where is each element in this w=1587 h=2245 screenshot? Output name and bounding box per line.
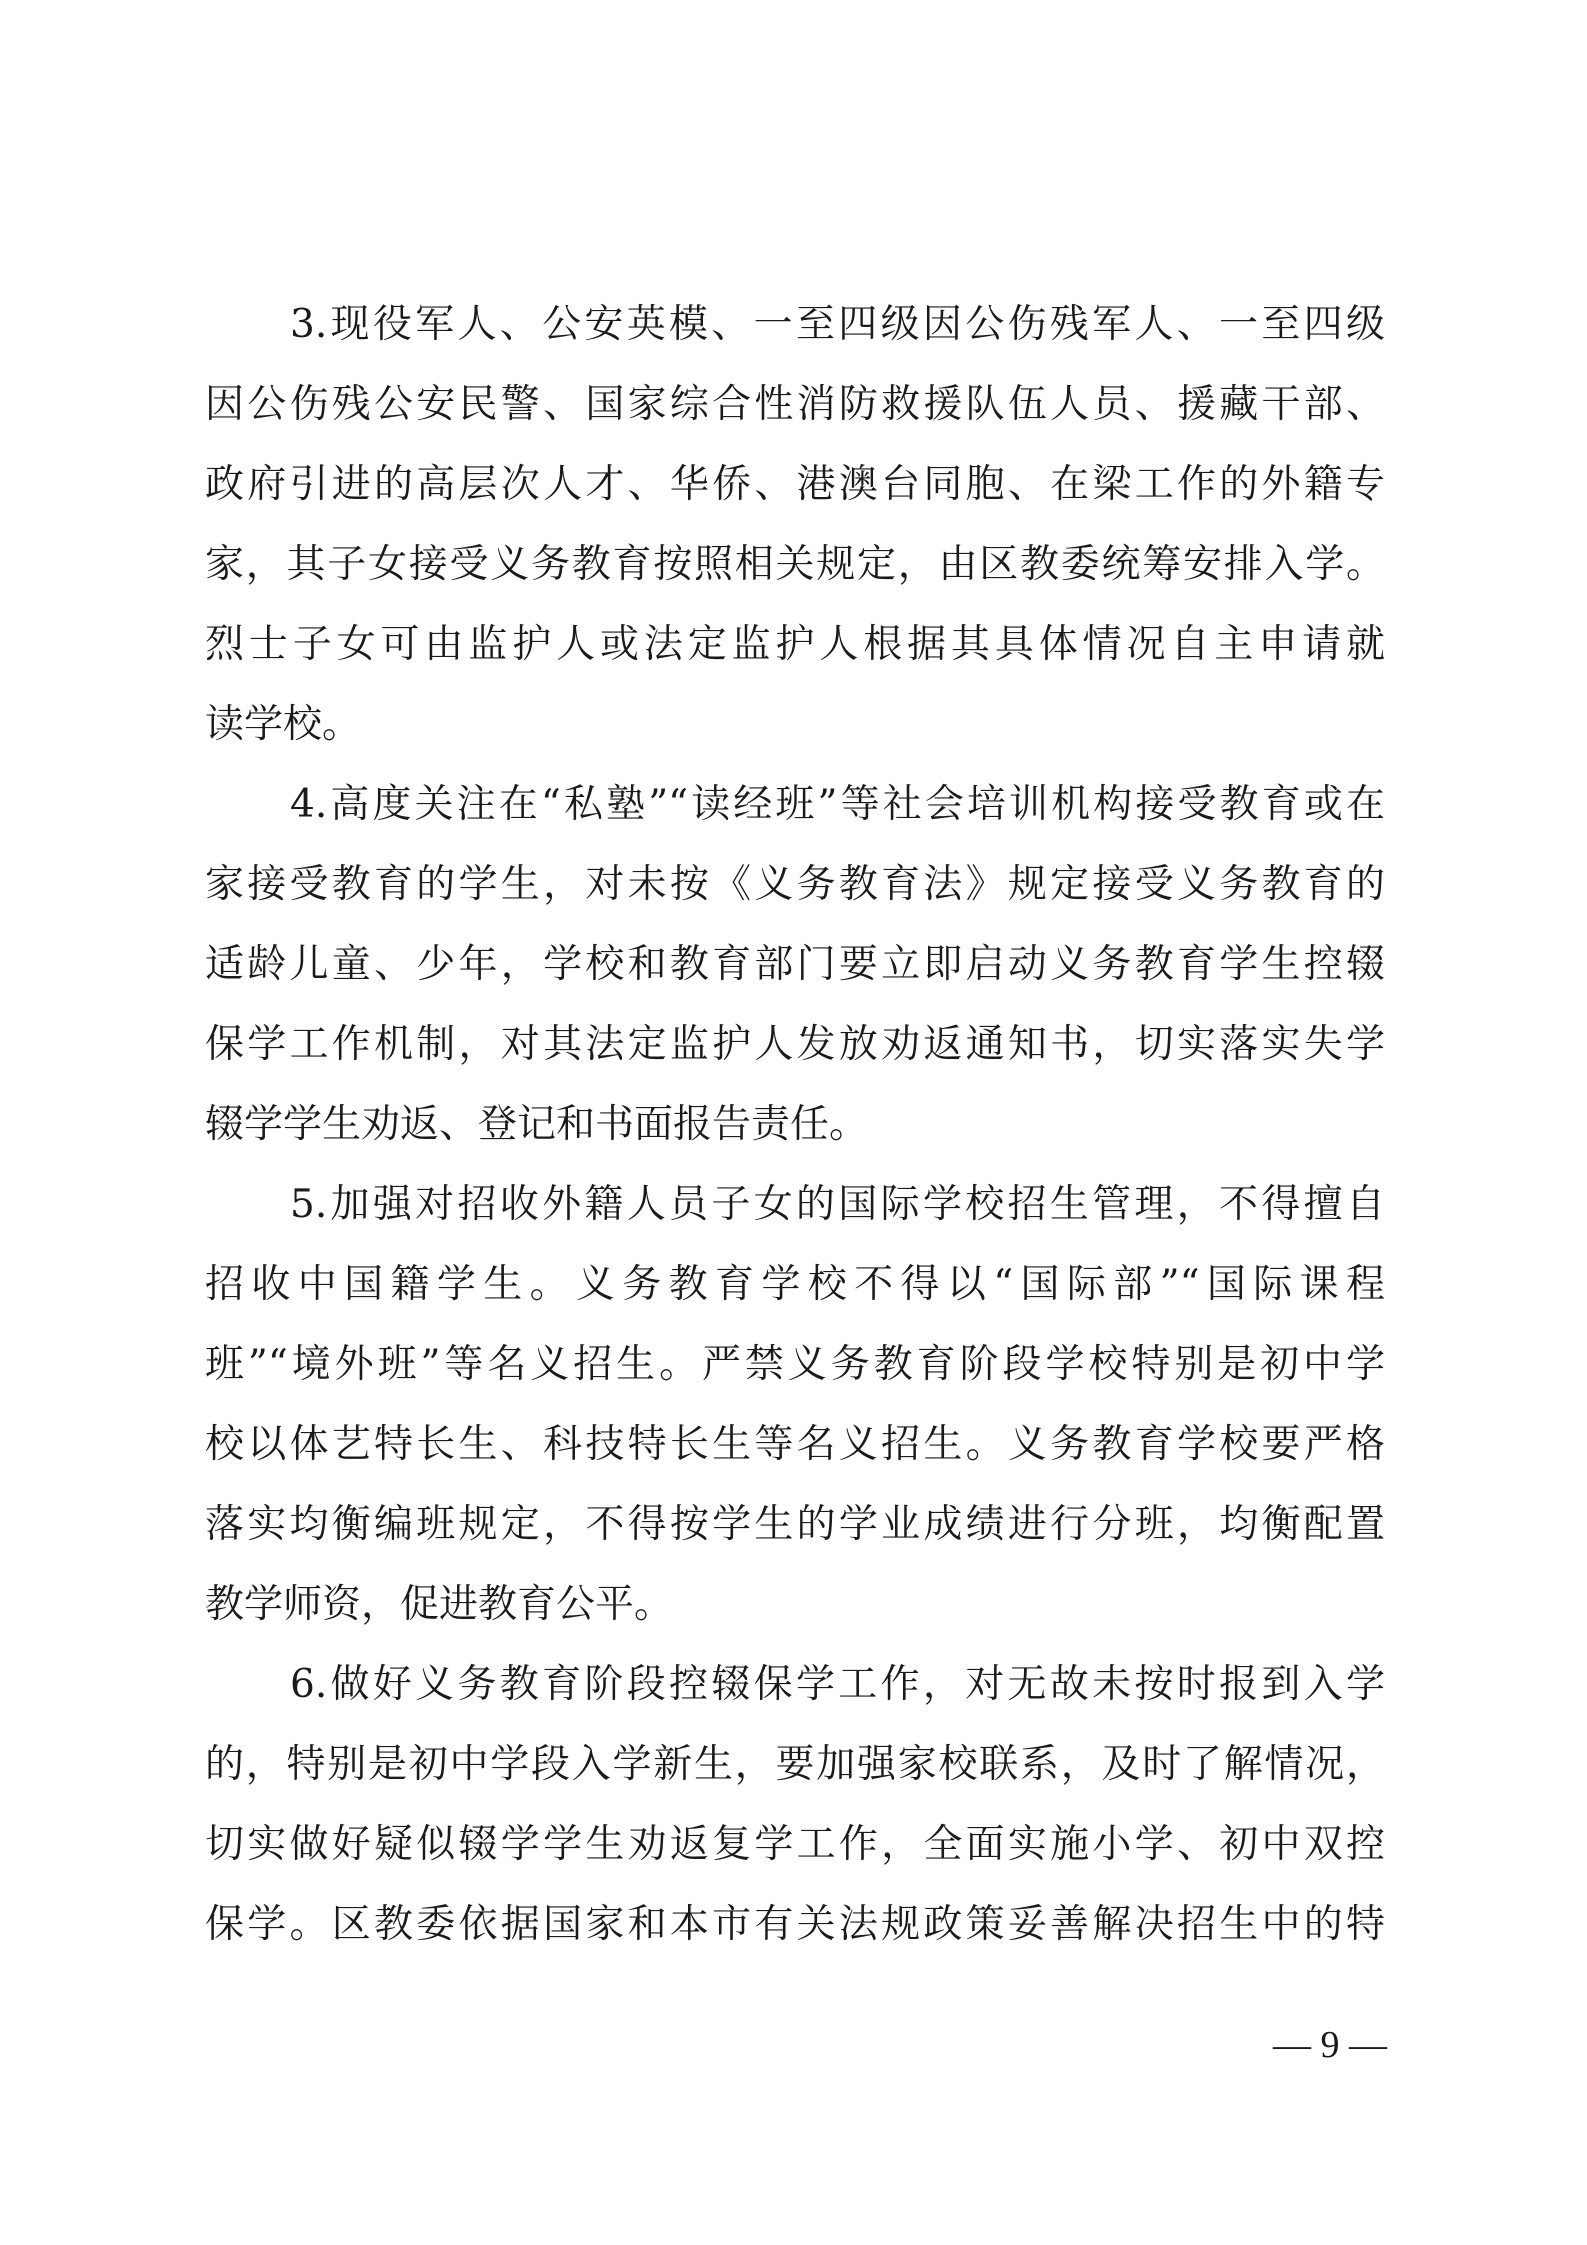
paragraph-1-line-5: 烈士子女可由监护人或法定监护人根据其具体情况自主申请就 [205, 622, 1385, 667]
paragraph-4-line-1: 6.做好义务教育阶段控辍保学工作，对无故未按时报到入学 [290, 1662, 1385, 1707]
paragraph-3-line-5: 落实均衡编班规定，不得按学生的学业成绩进行分班，均衡配置 [205, 1502, 1385, 1547]
page-number: — 9 — [1273, 2024, 1387, 2066]
paragraph-4-line-4: 保学。区教委依据国家和本市有关法规政策妥善解决招生中的特 [205, 1902, 1385, 1947]
paragraph-3-line-2: 招收中国籍学生。义务教育学校不得以“国际部”“国际课程 [205, 1262, 1385, 1307]
paragraph-2-line-4: 保学工作机制，对其法定监护人发放劝返通知书，切实落实失学 [205, 1022, 1385, 1067]
paragraph-4-line-2: 的，特别是初中学段入学新生，要加强家校联系，及时了解情况， [205, 1742, 1385, 1787]
paragraph-2-line-1: 4.高度关注在“私塾”“读经班”等社会培训机构接受教育或在 [290, 782, 1385, 827]
paragraph-1-line-1: 3.现役军人、公安英模、一至四级因公伤残军人、一至四级 [290, 302, 1385, 347]
paragraph-3-line-4: 校以体艺特长生、科技特长生等名义招生。义务教育学校要严格 [205, 1422, 1385, 1467]
paragraph-2-line-3: 适龄儿童、少年，学校和教育部门要立即启动义务教育学生控辍 [205, 942, 1385, 987]
paragraph-1-line-3: 政府引进的高层次人才、华侨、港澳台同胞、在梁工作的外籍专 [205, 462, 1385, 507]
paragraph-4-line-3: 切实做好疑似辍学学生劝返复学工作，全面实施小学、初中双控 [205, 1822, 1385, 1867]
paragraph-1-line-2: 因公伤残公安民警、国家综合性消防救援队伍人员、援藏干部、 [205, 382, 1385, 427]
paragraph-2-line-5: 辍学学生劝返、登记和书面报告责任。 [205, 1102, 869, 1147]
paragraph-2-line-2: 家接受教育的学生，对未按《义务教育法》规定接受义务教育的 [205, 862, 1385, 907]
paragraph-3-line-1: 5.加强对招收外籍人员子女的国际学校招生管理，不得擅自 [290, 1182, 1385, 1227]
paragraph-3-line-3: 班”“境外班”等名义招生。严禁义务教育阶段学校特别是初中学 [205, 1342, 1385, 1387]
paragraph-1-line-6: 读学校。 [205, 702, 362, 747]
paragraph-3-line-6: 教学师资，促进教育公平。 [205, 1582, 674, 1627]
paragraph-1-line-4: 家，其子女接受义务教育按照相关规定，由区教委统筹安排入学。 [205, 542, 1385, 587]
